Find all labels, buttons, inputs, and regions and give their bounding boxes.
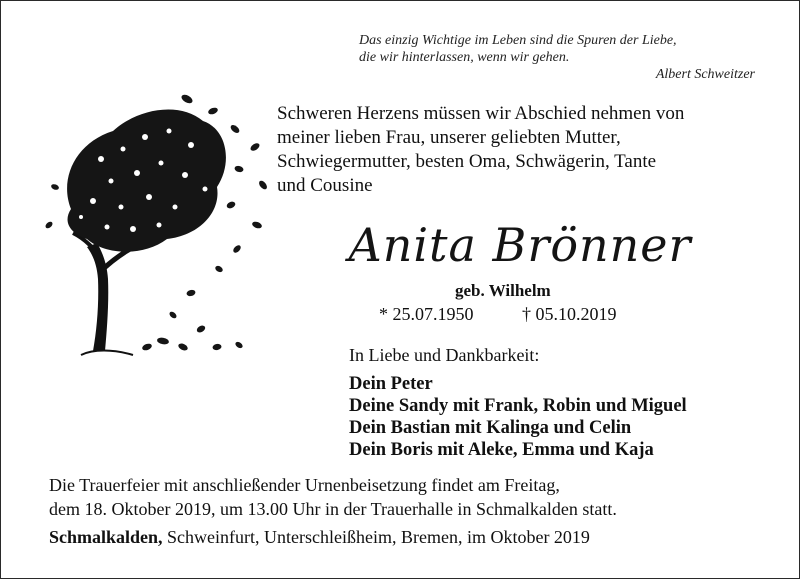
funeral-line-2: dem 18. Oktober 2019, um 13.00 Uhr in der Trauerhalle in Schmalkalden statt. <box>49 499 617 519</box>
mourner-line: Deine Sandy mit Frank, Robin und Miguel <box>349 396 687 416</box>
mourner-line: Dein Boris mit Aleke, Emma und Kaja <box>349 440 654 460</box>
intro-line: Schwiegermutter, besten Oma, Schwägerin, Tante <box>277 151 657 172</box>
mourners-heading: In Liebe und Dankbarkeit: <box>349 345 540 365</box>
tree-with-falling-leaves-icon <box>41 89 281 361</box>
quote-author: Albert Schweitzer <box>655 67 755 82</box>
funeral-line-1: Die Trauerfeier mit anschließender Urnenbeisetzung findet am Freitag, <box>49 475 560 495</box>
quote-line-1: Das einzig Wichtige im Leben sind die Spuren der Liebe, <box>359 33 677 48</box>
mourner-line: Dein Bastian mit Kalinga und Celin <box>349 418 632 438</box>
life-dates <box>379 304 617 325</box>
intro-line: und Cousine <box>277 175 373 196</box>
place-main: Schmalkalden, <box>49 527 163 547</box>
intro-line: meiner lieben Frau, unserer geliebten Mutter, <box>277 127 621 148</box>
funeral-info <box>49 473 769 549</box>
intro-line: Schweren Herzens müssen wir Abschied nehmen von <box>277 103 685 124</box>
mourner-line: Dein Peter <box>349 374 433 394</box>
quote-line-2: die wir hinterlassen, wenn wir gehen. <box>359 50 570 65</box>
birth-date: * 25.07.1950 <box>379 304 474 324</box>
maiden-name: geb. Wilhelm <box>455 281 551 300</box>
deceased-name: Anita Brönner <box>348 218 692 272</box>
death-date: † 05.10.2019 <box>522 304 617 324</box>
place-and-date <box>49 525 769 549</box>
mourners-list <box>349 373 687 461</box>
quote-block <box>359 32 755 83</box>
place-rest: Schweinfurt, Unterschleißheim, Bremen, im Oktober 2019 <box>162 527 590 547</box>
intro-text <box>277 102 777 198</box>
